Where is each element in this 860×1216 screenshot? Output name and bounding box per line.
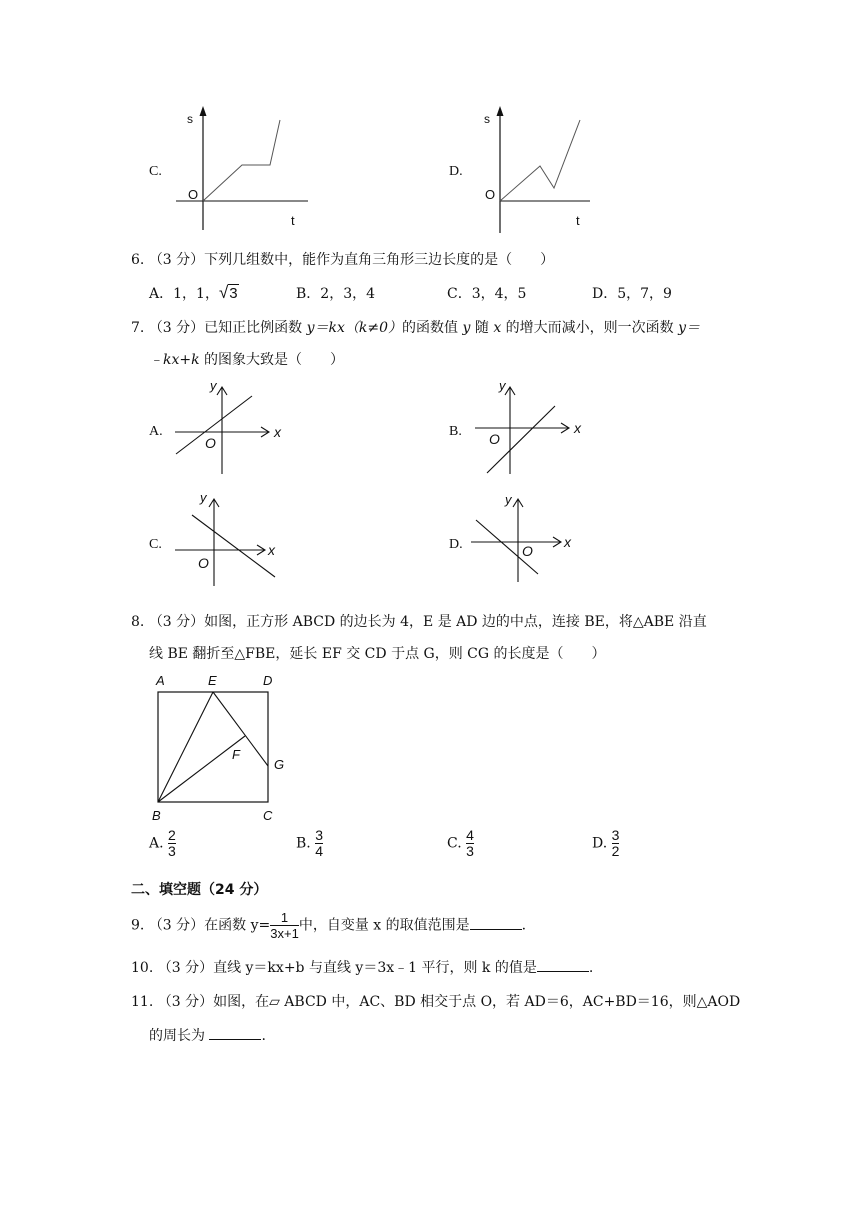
point-D: D [263,673,273,688]
answer-blank[interactable] [209,1027,261,1040]
q5-c-origin: O [188,187,199,202]
svg-text:y: y [505,492,512,507]
q8-option-d: D. $\frac{3}{2}$ [592,827,620,859]
answer-blank[interactable] [537,959,589,972]
q5-option-c-label: C. [149,164,162,179]
q8-stem-line2: 线 BE 翻折至△FBE，延长 EF 交 CD 于点 G，则 CG 的长度是（ ） [149,646,606,662]
q7-option-b-label: B. [449,424,462,439]
point-F: F [232,747,240,762]
sqrt-symbol: √ [218,283,229,302]
q8-option-a: A. $\frac{2}{3}$ [149,827,176,859]
svg-text:y: y [499,378,506,393]
q6-text: 下列几组数中，能作为直角三角形三边长度的是（ ） [204,252,555,268]
q9-stem: 9. （3 分）在函数 y= $\frac{1}{3x+1}$ 中，自变量 x 的取值范围是 . [131,910,527,941]
q7-graph-d [468,490,588,590]
point-G: G [274,757,285,772]
point-E: E [208,673,217,688]
svg-text:y: y [210,378,217,393]
q5-graph-d [470,100,600,235]
q5-c-axis-t: t [291,213,295,228]
q5-c-axis-s: s [187,112,193,126]
q6-score: （3 分） [148,252,205,268]
point-A: A [156,673,165,688]
fraction: $\frac{1}{3x+1}$ [270,910,299,941]
q8-figure [150,670,295,825]
point-B: B [152,808,161,823]
q7-option-c-label: C. [149,537,162,552]
svg-text:x: x [268,542,275,558]
svg-text:x: x [574,420,581,436]
q5-d-origin: O [485,187,496,202]
q7-stem-line1: 7. （3 分）已知正比例函数 y＝kx（k≠0）的函数值 y 随 x 的增大而减小，则一次函数 y＝ [131,320,701,336]
svg-text:x: x [564,534,571,550]
q6-option-c: C．3，4，5 [447,286,527,302]
svg-text:y: y [200,490,207,505]
q5-option-d-label: D. [449,164,463,179]
q7-option-d-label: D. [449,537,463,552]
q6-option-b: B．2，3，4 [296,286,376,302]
svg-text:O: O [205,435,216,451]
q6-number: 6. [131,252,145,268]
q8-option-c: C. $\frac{4}{3}$ [447,827,474,859]
svg-text:O: O [522,543,533,559]
q7-graph-b [472,378,592,478]
q5-d-axis-s: s [484,112,490,126]
q6-option-d: D．5，7，9 [592,286,672,302]
q11-stem-line2: 的周长为 . [149,1028,266,1044]
q8-stem-line1: 8. （3 分）如图，正方形 ABCD 的边长为 4，E 是 AD 边的中点，连接 BE，将△ABE 沿直 [131,614,707,630]
svg-text:x: x [274,424,281,440]
q11-stem-line1: 11. （3 分）如图，在▱ ABCD 中，AC、BD 相交于点 O，若 AD＝6，AC+BD＝16，则△AOD [131,994,741,1010]
q6-stem [131,249,554,269]
point-C: C [263,808,273,823]
q10-stem: 10. （3 分）直线 y＝kx+b 与直线 y＝3x﹣1 平行，则 k 的值是 . [131,960,594,976]
fraction: $\frac{2}{3}$ [168,827,176,859]
fraction: $\frac{3}{2}$ [611,827,620,859]
q5-d-axis-t: t [576,213,580,228]
svg-text:O: O [489,431,500,447]
svg-text:O: O [198,555,209,571]
q8-option-b: B. $\frac{3}{4}$ [296,827,323,859]
q7-graph-c [172,490,292,590]
q7-graph-a [172,378,292,478]
fraction: $\frac{4}{3}$ [466,827,474,859]
sqrt-radicand: 3 [229,285,238,302]
answer-blank[interactable] [470,917,522,930]
q6-option-a: A．1，1，√3 [149,283,238,302]
q7-option-a-label: A. [149,424,163,439]
fraction: $\frac{3}{4}$ [315,827,323,859]
q5-graph-c [170,100,310,235]
q7-stem-line2: ﹣kx+k 的图象大致是（ ） [149,352,345,368]
section-title: 二、填空题（24 分） [131,882,268,898]
